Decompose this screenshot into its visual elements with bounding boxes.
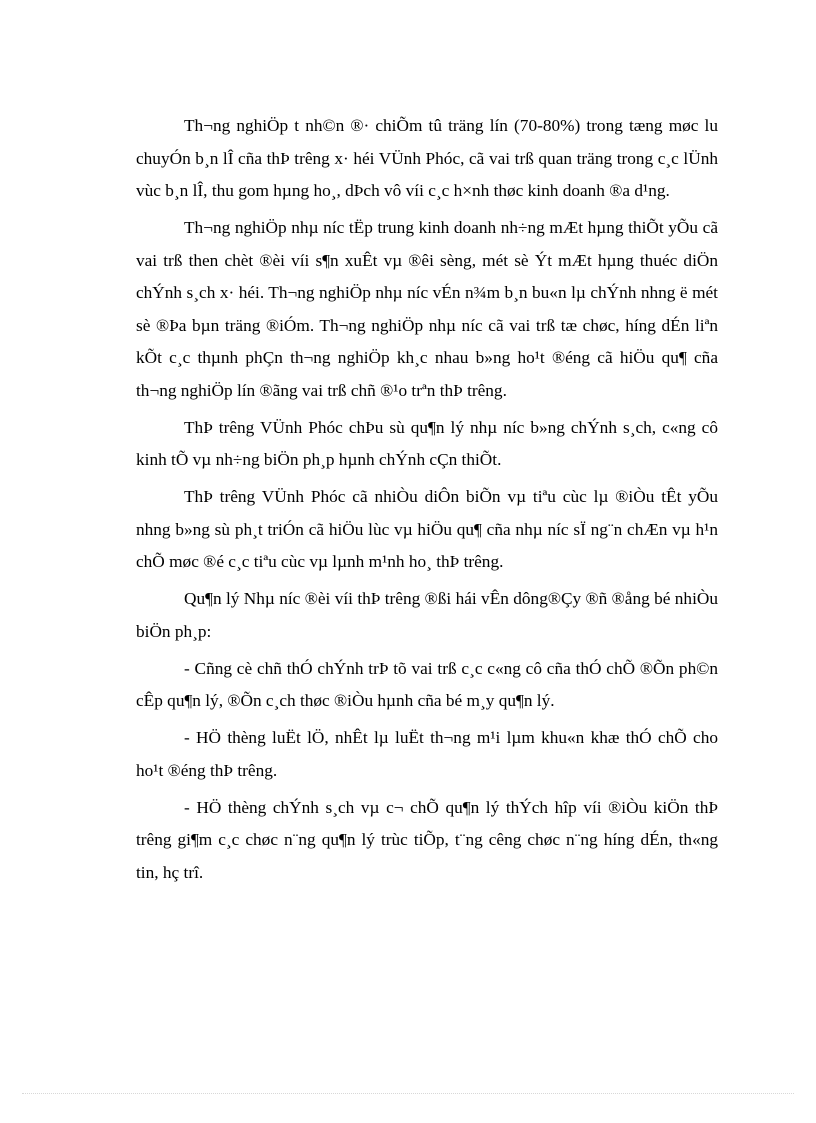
paragraph-state-management: ThÞ trêng VÜnh Phóc chÞu sù qu¶n lý nhµ níc b»ng chÝnh s¸ch, c«ng cô kinh tÕ vµ nh÷ng biÖn ph¸p hµnh chÝnh cÇn thiÕt.	[136, 417, 718, 469]
page-bottom-divider	[22, 1093, 794, 1094]
paragraph-management-measures: Qu¶n lý Nhµ níc ®èi víi thÞ trêng ®ßi hái vÊn dông®Çy ®ñ ®ång bé nhiÒu biÖn ph¸p:	[136, 589, 718, 641]
paragraph-state-commerce: Th¬ng nghiÖp nhµ níc tËp trung kinh doanh nh÷ng mÆt hµng thiÕt yÕu cã vai trß then chèt ®èi víi s¶n xuÊt vµ ®êi sèng, mét sè Ýt mÆt hµng thuéc diÖn chÝnh s¸ch x· héi. Th¬ng nghiÖp nhµ níc vÉn n¾m b¸n bu«n lµ chÝnh nhng ë mét sè ®Þa bµn träng ®iÓm. Th¬ng nghiÖp nhµ níc cã vai trß tæ chøc, híng dÉn liªn kÕt c¸c thµnh phÇn th¬ng nghiÖp kh¸c nhau b»ng ho¹t ®éng cã hiÖu qu¶ cña th¬ng nghiÖp lín ®ãng vai trß chñ ®¹o trªn thÞ trêng.	[136, 218, 718, 400]
document-body	[136, 110, 718, 894]
paragraph-private-commerce: Th¬ng nghiÖp t nh©n ®· chiÕm tû träng lín (70-80%) trong tæng møc lu chuyÓn b¸n lÎ cña thÞ trêng x· héi VÜnh Phóc, cã vai trß quan träng trong c¸c lÜnh vùc b¸n lÎ, thu gom hµng ho¸, dÞch vô víi c¸c h×nh thøc kinh doanh ®a d¹ng.	[136, 116, 718, 200]
list-item-legal-system: - HÖ thèng luËt lÖ, nhÊt lµ luËt th¬ng m¹i lµm khu«n khæ thÓ chÕ cho ho¹t ®éng thÞ trêng.	[136, 728, 718, 780]
list-item-political-entity: - Cñng cè chñ thÓ chÝnh trÞ tõ vai trß c¸c c«ng cô cña thÓ chÕ ®Õn ph©n cÊp qu¶n lý, ®Õn c¸ch thøc ®iÒu hµnh cña bé m¸y qu¶n lý.	[136, 658, 718, 710]
list-item-policy-system: - HÖ thèng chÝnh s¸ch vµ c¬ chÕ qu¶n lý thÝch hîp víi ®iÒu kiÖn thÞ trêng gi¶m c¸c chøc n¨ng qu¶n lý trùc tiÕp, t¨ng cêng chøc n¨ng híng dÉn, th«ng tin, hç trî.	[136, 797, 718, 882]
paragraph-market-developments: ThÞ trêng VÜnh Phóc cã nhiÒu diÔn biÕn vµ tiªu cùc lµ ®iÒu tÊt yÕu nhng b»ng sù ph¸t triÓn cã hiÖu lùc vµ hiÖu qu¶ cña nhµ níc sÏ ng¨n chÆn vµ h¹n chÕ møc ®é c¸c tiªu cùc vµ lµnh m¹nh ho¸ thÞ trêng.	[136, 487, 718, 571]
